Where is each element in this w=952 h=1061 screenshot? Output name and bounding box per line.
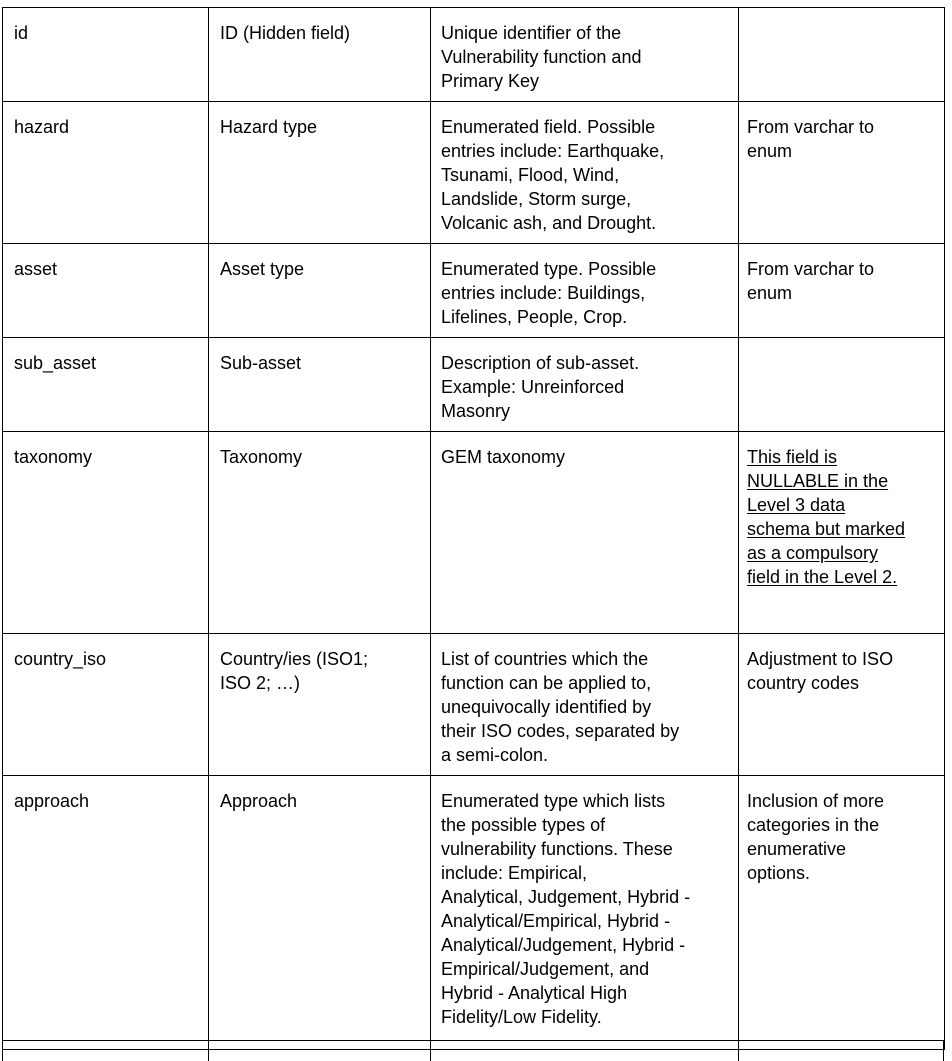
field-label-cell: Taxonomy [209, 432, 431, 634]
column-divider [430, 1041, 431, 1061]
field-description-cell: List of countries which the function can be applied to, unequivocally identified by their ISO codes, separated by a semi-colon. [431, 634, 739, 776]
field-name-cell: asset [3, 244, 209, 338]
field-change-cell: From varchar to enum [739, 244, 945, 338]
field-label-cell: ID (Hidden field) [209, 8, 431, 102]
field-label-cell: Country/ies (ISO1; ISO 2; …) [209, 634, 431, 776]
column-divider [208, 1041, 209, 1061]
field-change-cell [739, 8, 945, 102]
table-row [3, 432, 945, 634]
table-row [3, 776, 945, 1050]
field-description-cell: GEM taxonomy [431, 432, 739, 634]
field-name-cell: country_iso [3, 634, 209, 776]
field-name-cell: taxonomy [3, 432, 209, 634]
field-change-cell: Adjustment to ISO country codes [739, 634, 945, 776]
table-row [3, 102, 945, 244]
field-change-cell: From varchar to enum [739, 102, 945, 244]
field-label-cell: Sub-asset [209, 338, 431, 432]
field-change-cell: This field is NULLABLE in the Level 3 data schema but marked as a compulsory field in the Level 2. [739, 432, 945, 634]
field-label-cell: Hazard type [209, 102, 431, 244]
field-name-cell: sub_asset [3, 338, 209, 432]
field-label-cell: Asset type [209, 244, 431, 338]
column-divider [943, 1041, 944, 1061]
field-description-cell: Enumerated type. Possible entries include: Buildings, Lifelines, People, Crop. [431, 244, 739, 338]
table-row [3, 244, 945, 338]
field-description-cell: Description of sub-asset. Example: Unreinforced Masonry [431, 338, 739, 432]
table-continuation-row [2, 1040, 944, 1061]
field-name-cell: hazard [3, 102, 209, 244]
field-label-cell: Approach [209, 776, 431, 1050]
field-description-cell: Unique identifier of the Vulnerability function and Primary Key [431, 8, 739, 102]
table-row [3, 8, 945, 102]
schema-table [2, 7, 945, 1050]
field-change-cell [739, 338, 945, 432]
field-change-cell: Inclusion of more categories in the enumerative options. [739, 776, 945, 1050]
table-row [3, 338, 945, 432]
field-description-cell: Enumerated type which lists the possible types of vulnerability functions. These include: Empirical, Analytical, Judgement, Hybrid - Analytical/Empirical, Hybrid - Analytical/Judgement, Hybrid - Empirical/Judgement, and Hybrid - Analytical High Fidelity/Low Fidelity. [431, 776, 739, 1050]
field-name-cell: id [3, 8, 209, 102]
table-row [3, 634, 945, 776]
field-name-cell: approach [3, 776, 209, 1050]
column-divider [2, 1041, 3, 1061]
field-description-cell: Enumerated field. Possible entries include: Earthquake, Tsunami, Flood, Wind, Landslide, Storm surge, Volcanic ash, and Drought. [431, 102, 739, 244]
column-divider [738, 1041, 739, 1061]
